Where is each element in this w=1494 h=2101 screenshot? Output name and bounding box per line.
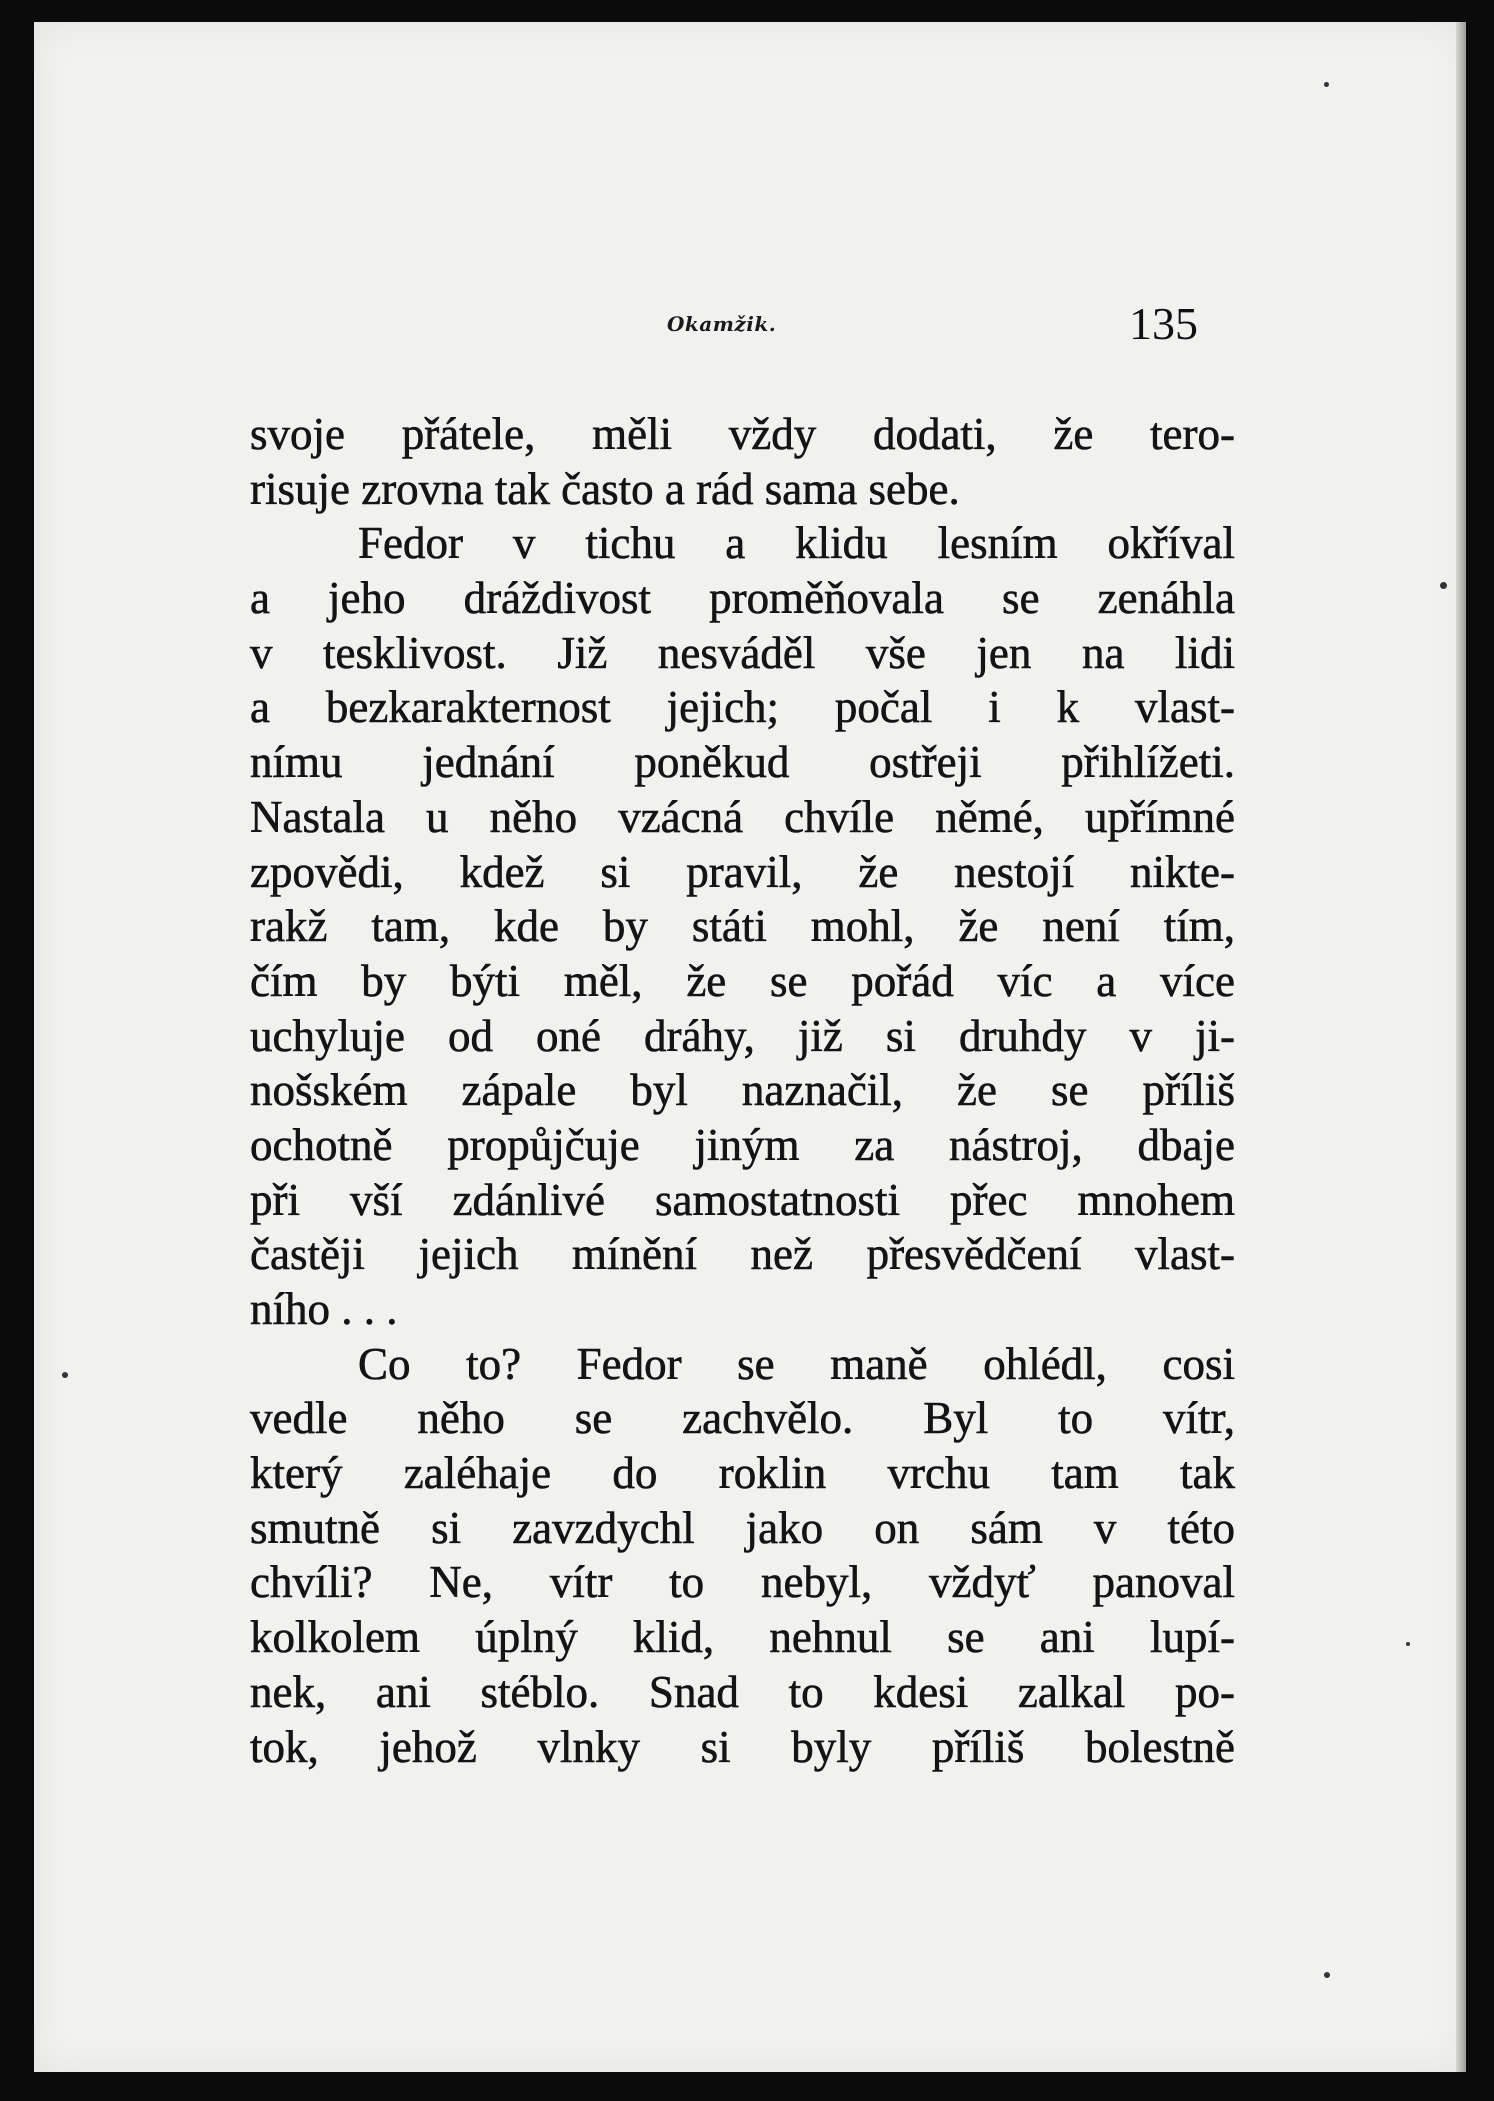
page-header [34, 292, 1466, 352]
text-line: uchyluje od oné dráhy, již si druhdy v ji- [250, 1010, 1235, 1061]
text-line: svoje přátele, měli vždy dodati, že tero- [250, 409, 1235, 459]
text-line: rakž tam, kde by státi mohl, že není tím, [250, 901, 1235, 952]
text-line: při vší zdánlivé samostatnosti přec mnohem [250, 1174, 1235, 1225]
text-line: vedle něho se zachvělo. Byl to vítr, [250, 1393, 1235, 1444]
text-line: čím by býti měl, že se pořád víc a více [250, 955, 1235, 1006]
text-line: smutně si zavzdychl jako on sám v této [250, 1502, 1235, 1553]
scan-speck [1440, 582, 1447, 589]
text-line: tok, jehož vlnky si byly příliš bolestně [250, 1721, 1235, 1772]
text-line: Nastala u něho vzácná chvíle němé, upřímné [250, 791, 1235, 842]
text-line: častěji jejich mínění než přesvědčení vlast- [250, 1229, 1235, 1280]
scan-speck [1324, 1972, 1330, 1978]
page-sheet [34, 22, 1466, 2072]
page-number: 135 [1129, 298, 1198, 349]
text-line: zpovědi, kdež si pravil, že nestojí nikte- [250, 846, 1235, 897]
text-line: ochotně propůjčuje jiným za nástroj, dbaje [250, 1119, 1235, 1170]
text-line: chvíli? Ne, vítr to nebyl, vždyť panoval [250, 1557, 1235, 1608]
text-line: nek, ani stéblo. Snad to kdesi zalkal po- [250, 1666, 1235, 1717]
body-text [250, 407, 1235, 1774]
running-title: Okamžik. [667, 312, 777, 336]
scan-speck [1324, 82, 1329, 87]
text-line: a jeho dráždivost proměňovala se zenáhla [250, 573, 1235, 624]
scan-speck [62, 1372, 68, 1378]
text-line: ního . . . [250, 1284, 398, 1334]
text-line: risuje zrovna tak často a rád sama sebe. [250, 463, 960, 514]
text-line: kolkolem úplný klid, nehnul se ani lupí- [250, 1612, 1235, 1663]
text-line: nímu jednání poněkud ostřeji přihlížeti. [250, 737, 1235, 788]
scan-speck [1406, 1642, 1410, 1646]
text-line: Co to? Fedor se maně ohlédl, cosi [358, 1338, 1235, 1389]
text-line: nošském zápale byl naznačil, že se příliš [250, 1065, 1235, 1116]
text-line: který zaléhaje do roklin vrchu tam tak [250, 1448, 1235, 1499]
text-line: a bezkarakternost jejich; počal i k vlast- [250, 682, 1235, 733]
text-line: v tesklivost. Již nesváděl vše jen na lidi [250, 627, 1235, 678]
text-line: Fedor v tichu a klidu lesním okříval [358, 518, 1235, 569]
